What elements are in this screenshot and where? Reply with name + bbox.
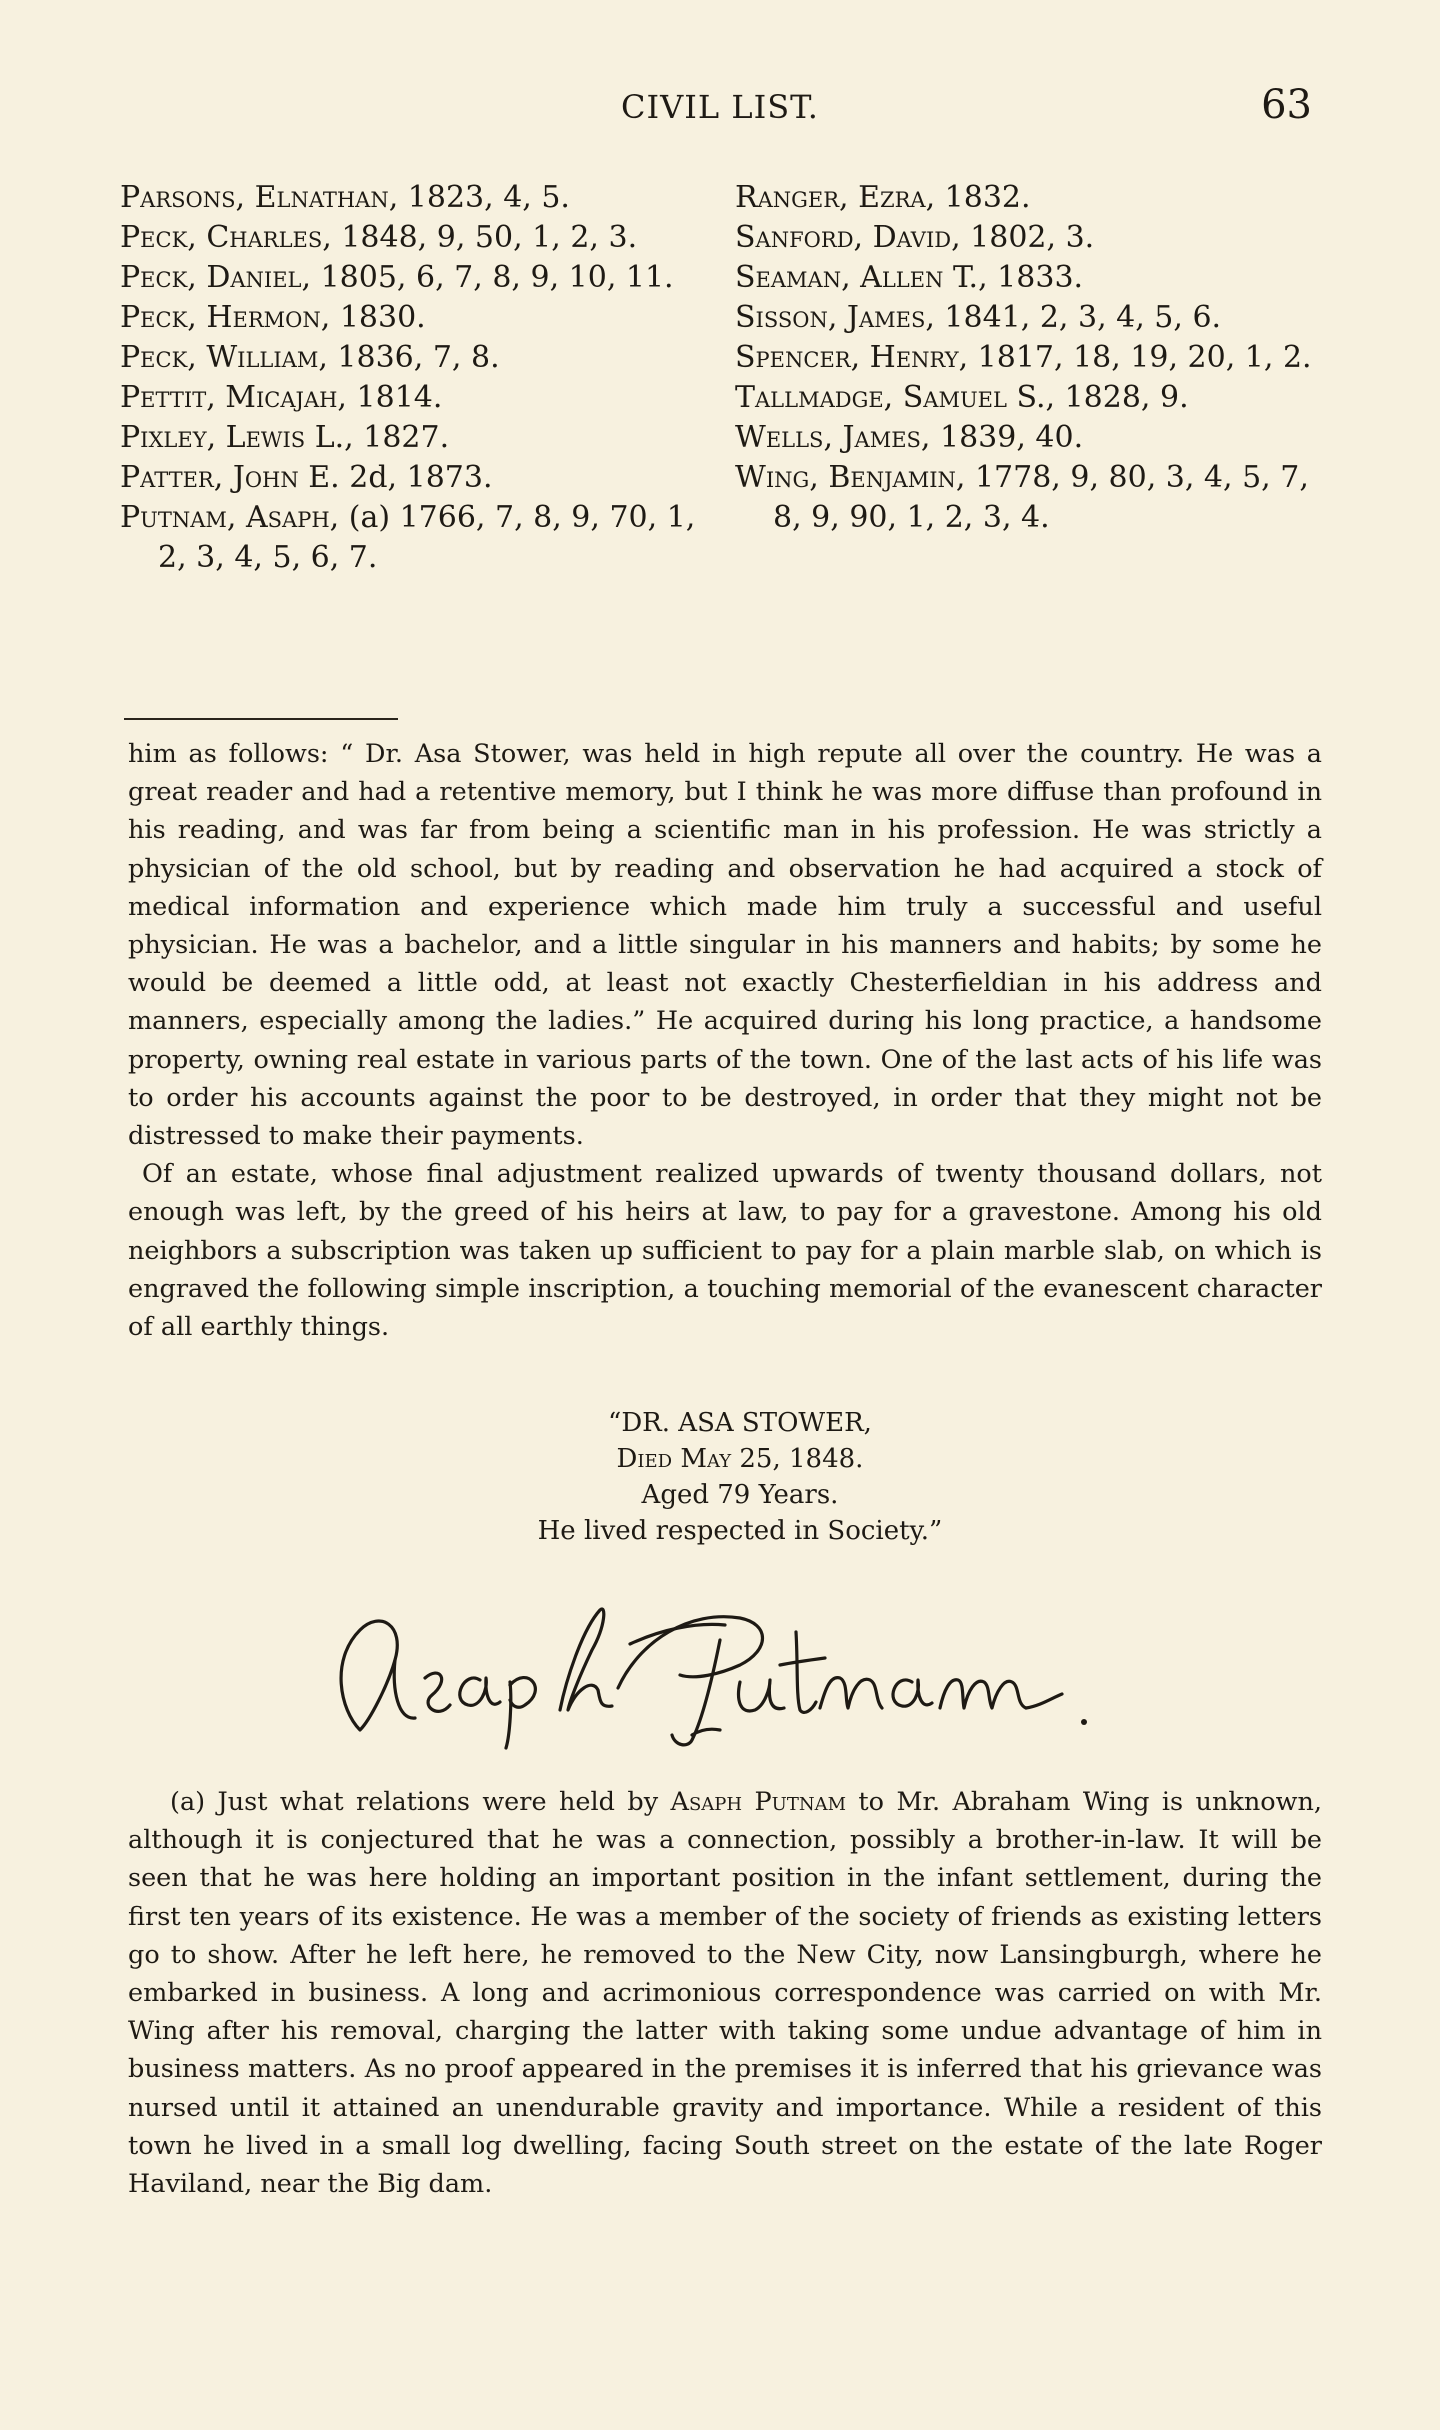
civil-list-left-column: [120, 178, 710, 578]
entry-years: 1802, 3.: [960, 220, 1095, 255]
body-paragraph: him as follows: “ Dr. Asa Stower, was held in high repute all over the country. He was a great reader and had a retentive memory, but I think he was more diffuse than profound in his reading, and was far from being a scientific man in his profession. He was strictly a physician of the old school, but by reading and observation he had acquired a stock of medical information and experience which made him truly a successful and useful physician. He was a bachelor, and a little singular in his manners and habits; by some he would be deemed a little odd, at least not exactly Chesterfieldian in his address and manners, especially among the ladies.” He acquired during his long practice, a handsome property, owning real estate in various parts of the town. One of the last acts of his life was to order his accounts against the poor to be destroyed, in order that they might not be distressed to make their payments.: [128, 739, 1322, 1152]
list-entry: [120, 258, 710, 298]
list-entry: [120, 378, 710, 418]
body-paragraph: Of an estate, whose final adjustment realized upwards of twenty thousand dollars, not enough was left, by the greed of his heirs at law, to pay for a gravestone. Among his old neighbors a subscription was taken up sufficient to pay for a plain marble slab, on which is engraved the following simple inscription, a touching memorial of the evanescent character of all earthly things.: [128, 1159, 1322, 1343]
entry-years: 1832.: [935, 180, 1031, 215]
entry-name: Spencer, Henry,: [735, 340, 969, 375]
list-entry: [120, 338, 710, 378]
gravestone-inscription: [0, 1405, 1440, 1549]
list-entry: [120, 418, 710, 458]
footnote-paragraph: [128, 1783, 1322, 2203]
list-entry: [735, 178, 1320, 218]
entry-years: 1817, 18, 19, 20, 1, 2.: [968, 340, 1312, 375]
footnote-name: Asaph Putnam: [670, 1787, 847, 1817]
civil-list-right-column: [735, 178, 1320, 578]
signature-image: [300, 1570, 1200, 1750]
page-header: [0, 82, 1440, 138]
entry-years: 1823, 4, 5.: [398, 180, 570, 215]
list-entry: [735, 458, 1320, 538]
entry-years: 1836, 7, 8.: [327, 340, 500, 375]
entry-name: Peck, Daniel,: [120, 260, 312, 295]
list-entry: [735, 378, 1320, 418]
entry-years: 1827.: [353, 420, 450, 455]
entry-years: 1814.: [346, 380, 443, 415]
footnote-text: to Mr. Abraham Wing is unknown, although it is conjectured that he was a connection, possibly a brother-in-law. It will be seen that he was here holding an important position in the infant settlement, during the first ten years of its existence. He was a member of the society of friends as existing letters go to show. After he left here, he removed to the New City, now Lansingburgh, where he embarked in business. A long and acrimonious correspondence was carried on with Mr. Wing after his removal, charging the latter with taking some undue advantage of him in business matters. As no proof appeared in the premises it is inferred that his grievance was nursed until it attained an unendurable gravity and importance. While a resident of this town he lived in a small log dwelling, facing South street on the estate of the late Roger Haviland, near the Big dam.: [128, 1787, 1322, 2200]
entry-name: Peck, Hermon,: [120, 300, 331, 335]
list-entry: [735, 298, 1320, 338]
entry-name: Wells, James,: [735, 420, 931, 455]
entry-name: Parsons, Elnathan,: [120, 180, 399, 215]
entry-name: Wing, Benjamin,: [735, 460, 966, 495]
footnote: [128, 1783, 1322, 2203]
inscription-line: “DR. ASA STOWER,: [608, 1408, 872, 1438]
entry-name: Patter, John E.: [120, 460, 340, 495]
list-entry: [120, 178, 710, 218]
entry-name: Sisson, James,: [735, 300, 935, 335]
section-divider: [124, 718, 398, 720]
entry-years: 1848, 9, 50, 1, 2, 3.: [331, 220, 638, 255]
entry-name: Putnam, Asaph,: [120, 500, 340, 535]
entry-name: Seaman, Allen T.,: [735, 260, 988, 295]
entry-years: 1830.: [330, 300, 426, 335]
entry-name: Tallmadge, Samuel S.,: [735, 380, 1056, 415]
civil-list: [120, 178, 1320, 578]
entry-years: 1841, 2, 3, 4, 5, 6.: [934, 300, 1222, 335]
footnote-marker: (a): [170, 1787, 206, 1817]
entry-years: (a) 1766, 7, 8, 9, 70, 1, 2, 3, 4, 5, 6, 7.: [158, 500, 696, 575]
list-entry: [735, 418, 1320, 458]
list-entry: [120, 218, 710, 258]
entry-name: Sanford, David,: [735, 220, 961, 255]
entry-years: 1805, 6, 7, 8, 9, 10, 11.: [311, 260, 674, 295]
inscription-line: Aged 79 Years.: [641, 1480, 839, 1510]
list-entry: [120, 458, 710, 498]
entry-name: Pettit, Micajah,: [120, 380, 347, 415]
entry-years: 2d, 1873.: [339, 460, 493, 495]
entry-years: 1828, 9.: [1055, 380, 1189, 415]
running-head: CIVIL LIST.: [621, 88, 819, 126]
inscription-line: Died May 25, 1848.: [616, 1444, 864, 1474]
list-entry: [120, 498, 710, 578]
body-text: [128, 735, 1322, 1346]
entry-name: Pixley, Lewis L.,: [120, 420, 354, 455]
page-number: 63: [1261, 82, 1312, 128]
entry-years: 1778, 9, 80, 3, 4, 5, 7, 8, 9, 90, 1, 2, 3, 4.: [773, 460, 1309, 535]
footnote-text: Just what relations were held by: [205, 1787, 671, 1817]
entry-years: 1839, 40.: [930, 420, 1084, 455]
list-entry: [735, 218, 1320, 258]
inscription-line: He lived respected in Society.”: [537, 1516, 943, 1546]
entry-years: 1833.: [987, 260, 1084, 295]
entry-name: Peck, William,: [120, 340, 328, 375]
entry-name: Ranger, Ezra,: [735, 180, 936, 215]
list-entry: [735, 258, 1320, 298]
list-entry: [735, 338, 1320, 378]
list-entry: [120, 298, 710, 338]
entry-name: Peck, Charles,: [120, 220, 332, 255]
